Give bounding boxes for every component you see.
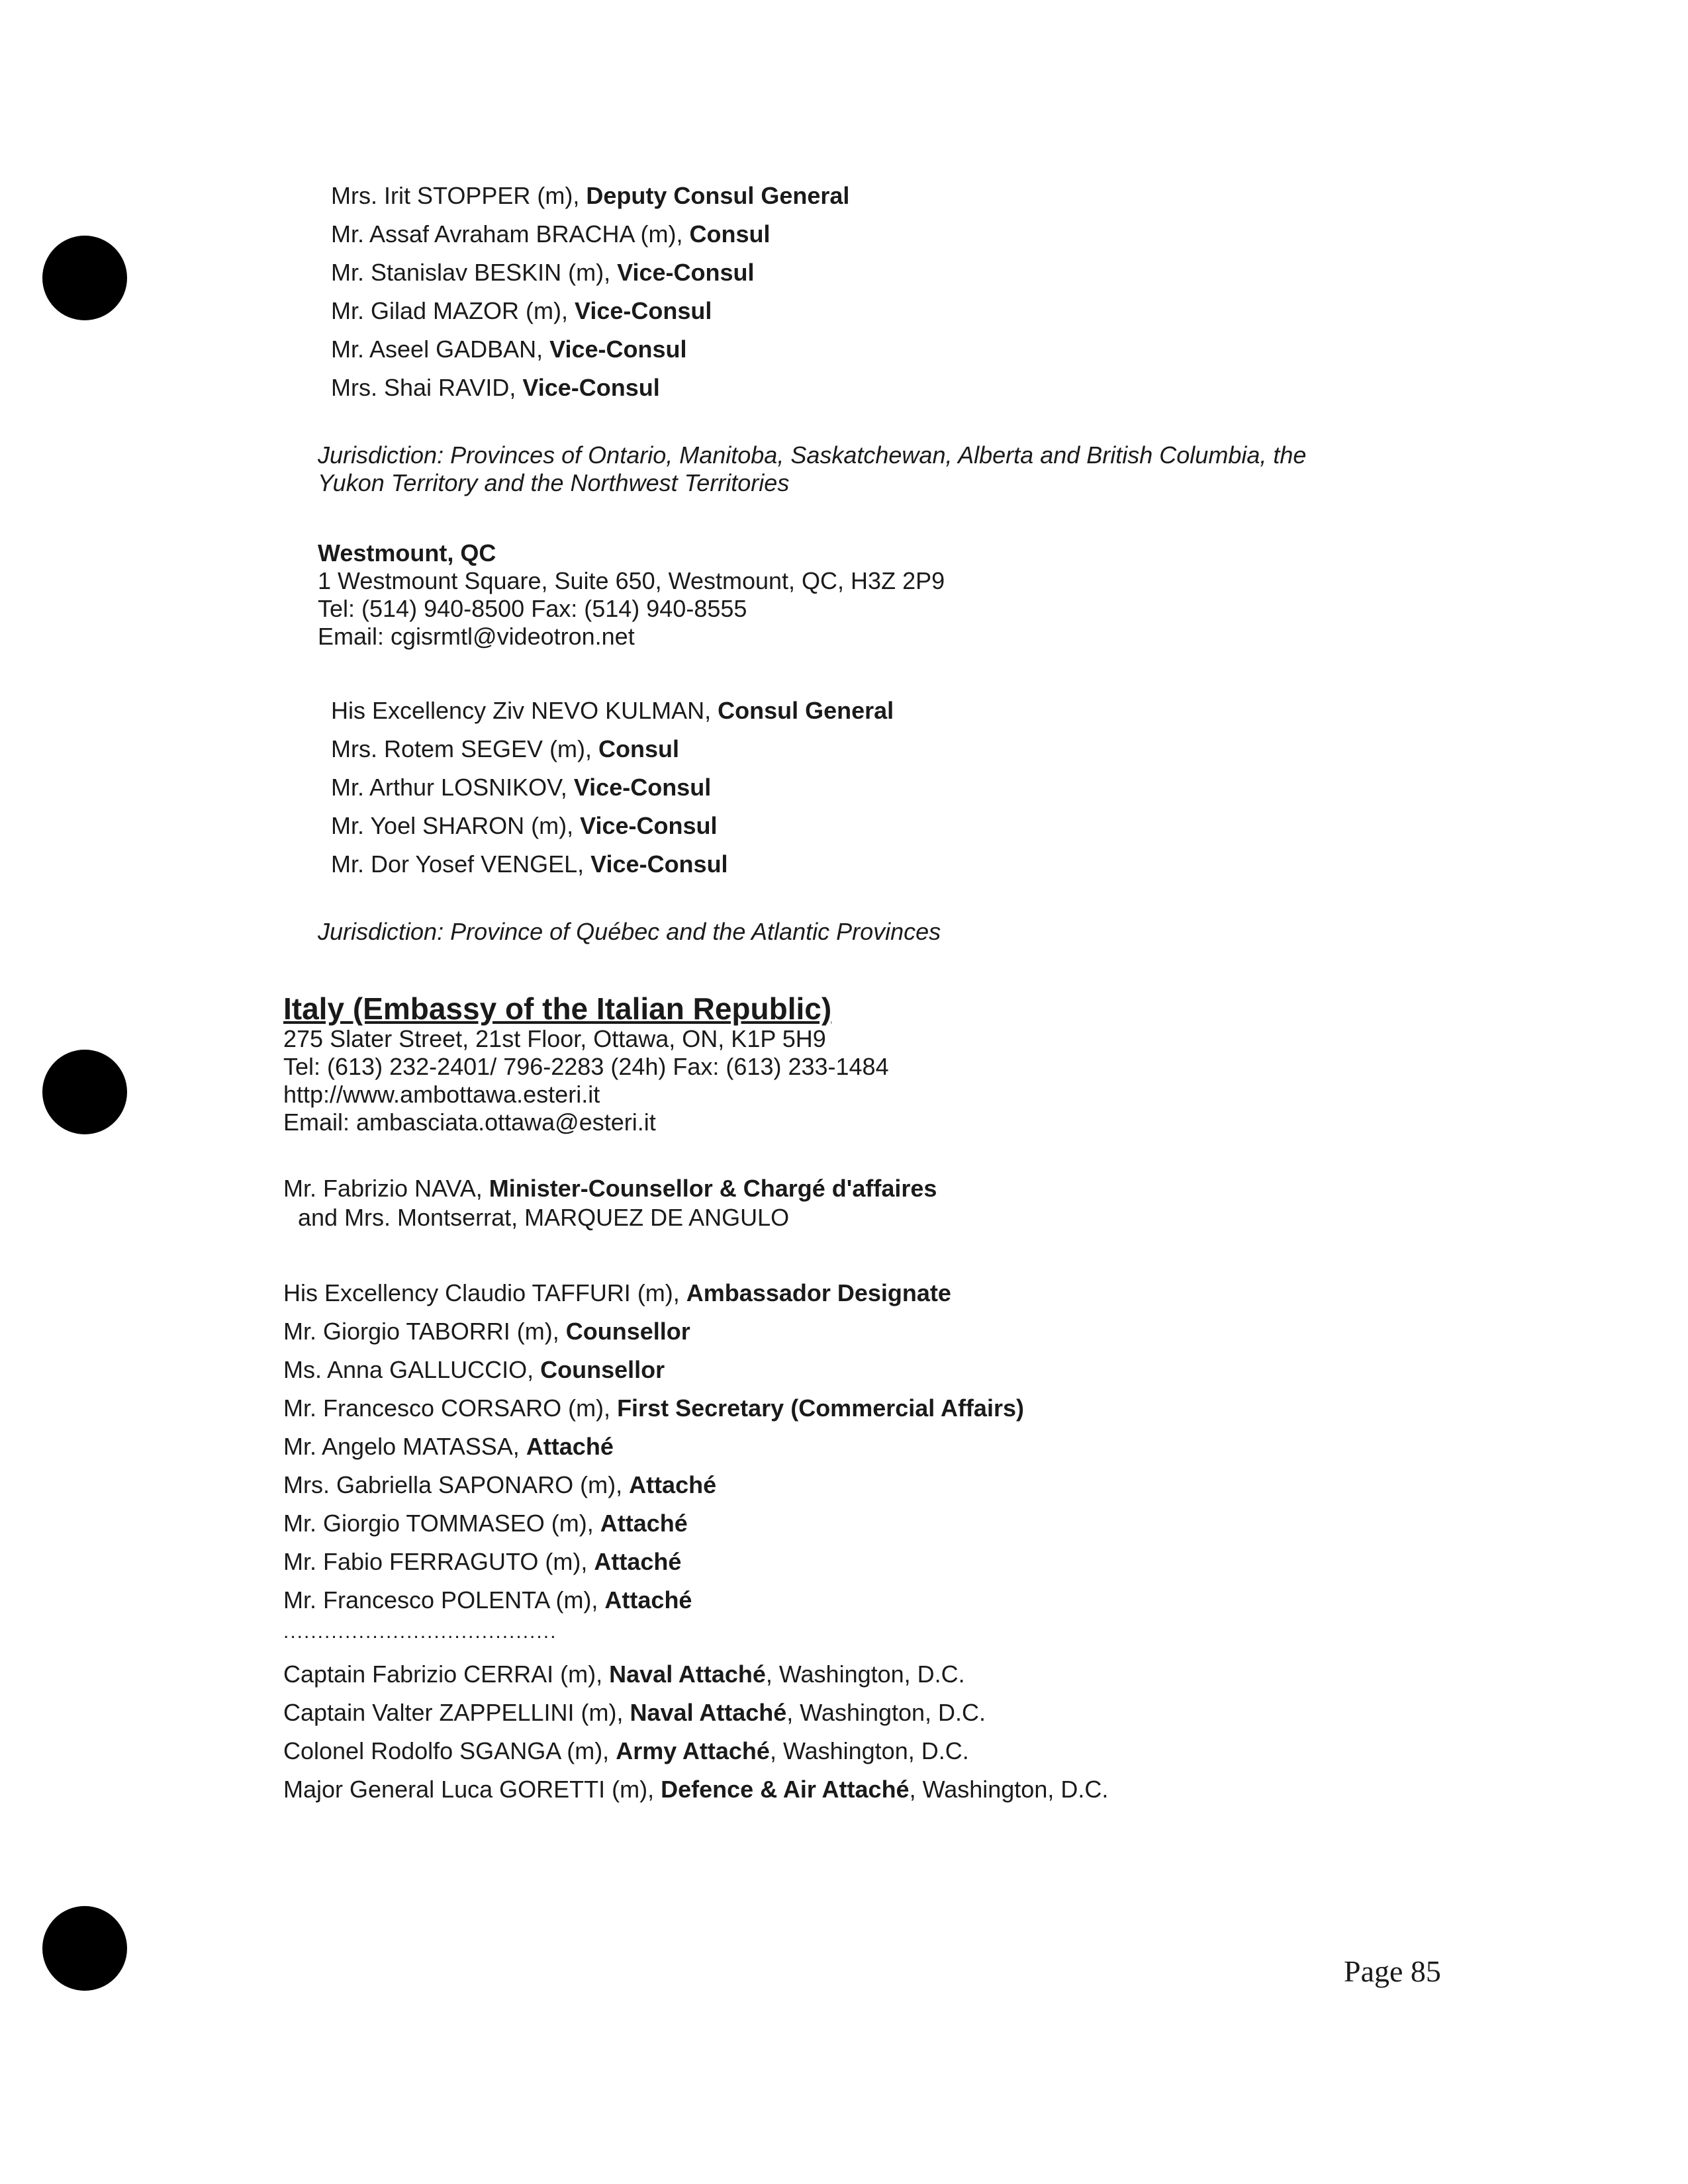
- staff-line: [331, 220, 770, 249]
- staff-line: [283, 1586, 692, 1615]
- staff-line: [283, 1471, 716, 1500]
- consulate-heading: Westmount, QC: [318, 539, 496, 567]
- staff-name: Mrs. Gabriella SAPONARO (m),: [283, 1471, 630, 1498]
- staff-name: Mr. Gilad MAZOR (m),: [331, 297, 575, 324]
- staff-title: Vice-Consul: [522, 374, 660, 401]
- consulate-email: Email: cgisrmtl@videotron.net: [318, 623, 635, 650]
- staff-name: Mr. Arthur LOSNIKOV,: [331, 774, 574, 801]
- staff-title: Vice-Consul: [590, 850, 728, 878]
- staff-name: Mr. Assaf Avraham BRACHA (m),: [331, 220, 690, 248]
- embassy-website: http://www.ambottawa.esteri.it: [283, 1081, 600, 1108]
- staff-line: [283, 1432, 614, 1461]
- staff-title: Counsellor: [565, 1318, 690, 1345]
- staff-title: Attaché: [600, 1510, 688, 1537]
- staff-name: Mr. Stanislav BESKIN (m),: [331, 259, 618, 286]
- staff-name: Colonel Rodolfo SGANGA (m),: [283, 1737, 616, 1764]
- staff-line: [331, 335, 687, 364]
- staff-name: His Excellency Ziv NEVO KULMAN,: [331, 697, 718, 724]
- staff-name: Captain Valter ZAPPELLINI (m),: [283, 1699, 630, 1726]
- staff-name: Mrs. Irit STOPPER (m),: [331, 182, 586, 209]
- staff-line: [331, 696, 894, 725]
- jurisdiction-text: Yukon Territory and the Northwest Territories: [318, 469, 790, 496]
- staff-title: Attaché: [604, 1586, 692, 1614]
- staff-title: Attaché: [526, 1433, 614, 1460]
- consulate-phone: Tel: (514) 940-8500 Fax: (514) 940-8555: [318, 595, 747, 622]
- staff-name: Major General Luca GORETTI (m),: [283, 1776, 661, 1803]
- staff-line: [283, 1509, 688, 1538]
- staff-title: Vice-Consul: [573, 774, 712, 801]
- staff-title: Defence & Air Attaché: [661, 1776, 910, 1803]
- binder-hole-top: [42, 236, 127, 320]
- charge-line: [283, 1174, 937, 1203]
- staff-line: [331, 850, 728, 879]
- staff-name: Mr. Francesco CORSARO (m),: [283, 1394, 618, 1422]
- staff-name: Mr. Giorgio TABORRI (m),: [283, 1318, 566, 1345]
- staff-line: [283, 1394, 1024, 1423]
- staff-location: , Washington, D.C.: [769, 1737, 969, 1764]
- staff-name: Ms. Anna GALLUCCIO,: [283, 1356, 541, 1383]
- staff-line: [331, 811, 717, 841]
- staff-title: Consul General: [718, 697, 894, 724]
- embassy-email: Email: ambasciata.ottawa@esteri.it: [283, 1109, 656, 1136]
- staff-line: [331, 373, 660, 402]
- staff-name: Mr. Francesco POLENTA (m),: [283, 1586, 605, 1614]
- staff-title: Naval Attaché: [609, 1661, 766, 1688]
- staff-line: [331, 296, 712, 326]
- country-heading: Italy (Embassy of the Italian Republic): [283, 991, 832, 1026]
- staff-name: Mr. Dor Yosef VENGEL,: [331, 850, 591, 878]
- staff-line: [331, 735, 679, 764]
- military-line: [283, 1737, 969, 1766]
- staff-name: Mrs. Shai RAVID,: [331, 374, 523, 401]
- staff-name: Mr. Angelo MATASSA,: [283, 1433, 526, 1460]
- staff-name: Mr. Yoel SHARON (m),: [331, 812, 581, 839]
- staff-name: Mr. Fabio FERRAGUTO (m),: [283, 1548, 594, 1575]
- staff-title: Army Attaché: [616, 1737, 770, 1764]
- military-line: [283, 1775, 1108, 1804]
- page-number: Page 85: [1344, 1954, 1441, 1988]
- staff-title: Counsellor: [540, 1356, 665, 1383]
- staff-title: Ambassador Designate: [686, 1279, 951, 1306]
- staff-title: Vice-Consul: [617, 259, 755, 286]
- section-separator: ........................................: [283, 1621, 557, 1643]
- staff-location: , Washington, D.C.: [765, 1661, 965, 1688]
- staff-name: Mr. Aseel GADBAN,: [331, 336, 550, 363]
- staff-title: Vice-Consul: [549, 336, 687, 363]
- staff-location: , Washington, D.C.: [909, 1776, 1109, 1803]
- binder-hole-middle: [42, 1050, 127, 1134]
- staff-title: Vice-Consul: [575, 297, 712, 324]
- staff-name: Mr. Fabrizio NAVA,: [283, 1175, 489, 1202]
- staff-title: Naval Attaché: [630, 1699, 787, 1726]
- staff-title: Deputy Consul General: [586, 182, 850, 209]
- staff-line: [283, 1547, 681, 1576]
- embassy-address: 275 Slater Street, 21st Floor, Ottawa, ON, K1P 5H9: [283, 1025, 826, 1052]
- staff-line: [331, 258, 754, 287]
- staff-line: [283, 1355, 665, 1385]
- charge-spouse: and Mrs. Montserrat, MARQUEZ DE ANGULO: [298, 1204, 790, 1231]
- jurisdiction-text: Jurisdiction: Province of Québec and the Atlantic Provinces: [318, 918, 941, 945]
- binder-hole-bottom: [42, 1906, 127, 1991]
- jurisdiction-text: Jurisdiction: Provinces of Ontario, Manitoba, Saskatchewan, Alberta and British Columbia, the: [318, 441, 1307, 469]
- staff-line: [331, 773, 711, 802]
- staff-line: [283, 1317, 690, 1346]
- staff-location: , Washington, D.C.: [786, 1699, 986, 1726]
- staff-name: Captain Fabrizio CERRAI (m),: [283, 1661, 610, 1688]
- staff-title: Consul: [598, 735, 680, 762]
- military-line: [283, 1660, 965, 1689]
- consulate-address: 1 Westmount Square, Suite 650, Westmount, QC, H3Z 2P9: [318, 567, 945, 594]
- staff-title: Consul: [689, 220, 771, 248]
- military-line: [283, 1698, 986, 1727]
- staff-title: Vice-Consul: [580, 812, 718, 839]
- staff-title: Attaché: [629, 1471, 717, 1498]
- staff-name: His Excellency Claudio TAFFURI (m),: [283, 1279, 686, 1306]
- staff-title: Minister-Counsellor & Chargé d'affaires: [489, 1175, 937, 1202]
- staff-title: Attaché: [594, 1548, 682, 1575]
- staff-title: First Secretary (Commercial Affairs): [617, 1394, 1024, 1422]
- staff-line: [331, 181, 849, 210]
- staff-name: Mrs. Rotem SEGEV (m),: [331, 735, 599, 762]
- staff-line: [283, 1279, 951, 1308]
- staff-name: Mr. Giorgio TOMMASEO (m),: [283, 1510, 600, 1537]
- embassy-phone: Tel: (613) 232-2401/ 796-2283 (24h) Fax: (613) 233-1484: [283, 1053, 889, 1080]
